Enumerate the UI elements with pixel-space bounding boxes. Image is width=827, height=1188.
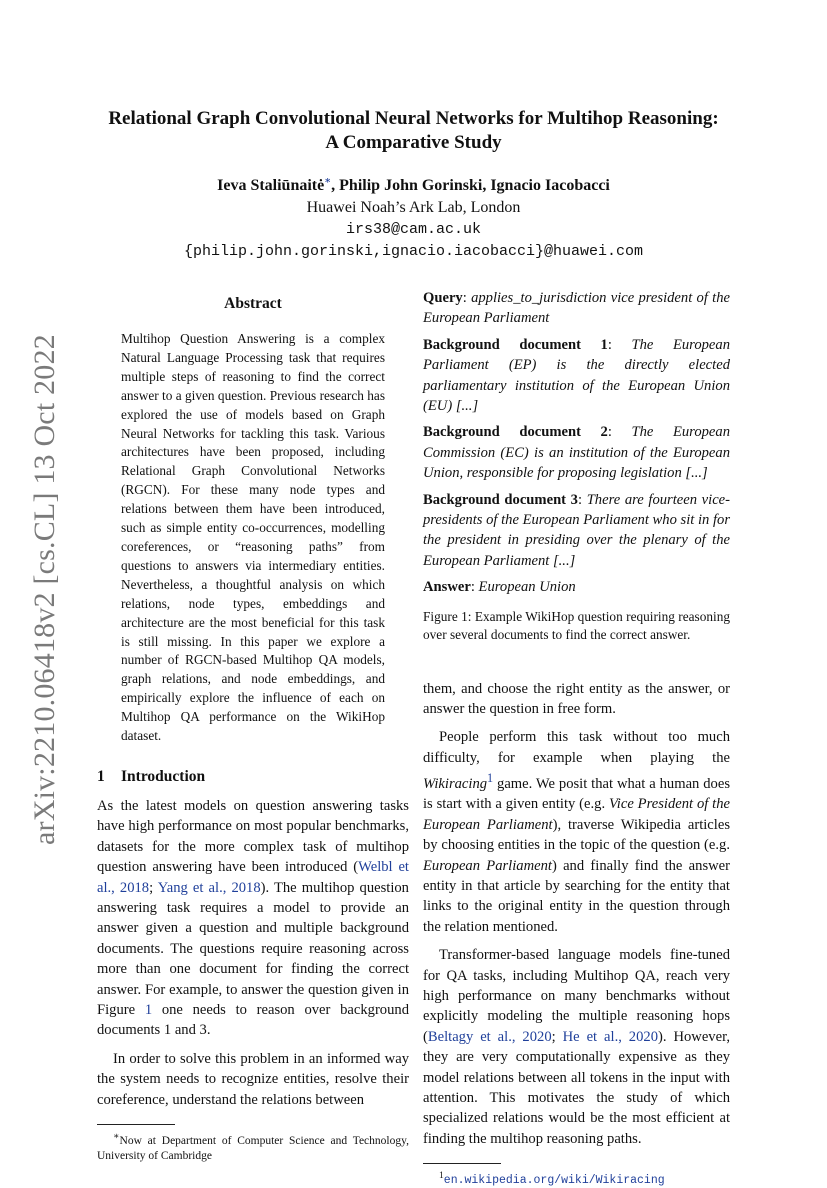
abstract-heading: Abstract <box>97 293 409 315</box>
query-text: applies_to_jurisdiction vice president of the European Parliament <box>423 290 730 326</box>
intro-p1-text-b: ). The multihop question answering task requires a model to provide an answer given a question and multiple background documents. The questions require reasoning across more than one document for finding the correct answer. For example, to answer the question given in Figure <box>97 880 409 1018</box>
abstract-text: Multihop Question Answering is a complex Natural Language Processing task that requires multiple steps of reasoning to find the correct answer to a given question. Previous research has explored the use of models based on Graph Neural Networks for tackling this task. Various architectures have been proposed, including Relational Graph Convolutional Networks (RGCN). For these many node types and relations between them have been introduced, such as simple entity co-occurrences, modelling coreferences, or “reasoning paths” from questions to answers via intermediary entities. Nevertheless, a thoughtful analysis on which relations, node types, embeddings and architecture are the most beneficial for this task is still missing. In this paper we explore a number of RGCN-based Multihop QA models, graph relations, and node embeddings, and empirically explore the influence of each on Multihop QA performance on the WikiHop dataset. <box>121 330 385 746</box>
intro-p5-text-b: ). However, they are very computationally expensive as they model relations between all tokens in the input with attention. This motivates the study of which specialized relations would be the most efficient at finding the multihop reasoning paths. <box>423 1029 730 1147</box>
doc-2-text: The European Commission (EC) is an institution of the European Union, responsible for proposing legislation [...] <box>423 424 730 481</box>
author-block <box>100 175 727 263</box>
doc-2-label: Background document 2 <box>423 424 608 440</box>
footnote-1 <box>423 1168 730 1188</box>
citation-separator: ; <box>149 880 158 896</box>
intro-paragraph-5 <box>423 945 730 1149</box>
intro-paragraph-1 <box>97 796 409 1041</box>
intro-p4-text-c: ), traverse Wikipedia articles by choosing entities in the topic of the question (e.g. <box>423 817 730 853</box>
citation-separator-2: ; <box>552 1029 563 1045</box>
intro-p4-text-b: game. We posit that what a human does is start with a given entity (e.g. <box>423 776 730 812</box>
vp-term: Vice President of the European Parliament <box>423 796 730 832</box>
footnote-1-number: 1 <box>439 1170 444 1181</box>
answer-text: European Union <box>479 579 576 595</box>
author-list <box>100 175 727 197</box>
ep-term: European Parliament <box>423 858 552 874</box>
figure-doc-3: Background document 3: There are fourteen vice-presidents of the European Parliament who sit in for the president in presiding over the plenary of the European Parliament [...] <box>423 490 730 572</box>
intro-paragraph-3: them, and choose the right entity as the answer, or answer the question in free form. <box>423 679 730 720</box>
section-heading-introduction <box>97 766 409 788</box>
citation-beltagy[interactable]: Beltagy et al., 2020 <box>428 1029 552 1045</box>
citation-welbl[interactable]: Welbl et al., 2018 <box>97 859 409 895</box>
wikiracing-term: Wikiracing <box>423 776 487 792</box>
right-column <box>423 288 730 1188</box>
intro-paragraph-2: In order to solve this problem in an informed way the system needs to recognize entities, resolve their coreference, understand the relations between <box>97 1049 409 1110</box>
paper-title: Relational Graph Convolutional Neural Networks for Multihop Reasoning: A Comparative Study <box>100 107 727 155</box>
footnote-1-marker[interactable]: 1 <box>487 771 493 785</box>
footnote-affiliation <box>97 1129 409 1165</box>
author-footnote-marker[interactable]: ∗ <box>324 176 331 187</box>
doc-1-text: The European Parliament (EP) is the directly elected parliamentary institution of the European Union (EU) [...] <box>423 337 730 414</box>
author-first: Ieva Staliūnaitė <box>217 177 324 194</box>
figure-query: Query: applies_to_jurisdiction vice president of the European Parliament <box>423 288 730 329</box>
author-rest: , Philip John Gorinski, Ignacio Iacobacci <box>331 177 610 194</box>
left-column <box>97 293 409 1165</box>
wikiracing-url-link[interactable]: en.wikipedia.org/wiki/Wikiracing <box>444 1174 665 1187</box>
answer-label: Answer <box>423 579 471 595</box>
figure-doc-2: Background document 2: The European Commission (EC) is an institution of the European Union, responsible for proposing legislation [...] <box>423 422 730 483</box>
intro-p4-text-d: ) and finally find the answer entity in that article by searching for the entity that links to the original entity in the question through the relation mentioned. <box>423 858 730 935</box>
figure-1 <box>423 288 730 645</box>
citation-he[interactable]: He et al., 2020 <box>563 1029 658 1045</box>
intro-paragraph-4 <box>423 727 730 937</box>
doc-3-label: Background document 3 <box>423 492 578 508</box>
figure-ref-link[interactable]: 1 <box>145 1002 152 1018</box>
intro-p4-text-a: People perform this task without too much difficulty, for example when playing the <box>423 729 730 765</box>
right-body <box>423 679 730 1188</box>
doc-3-text: There are fourteen vice-presidents of the European Parliament who sit in for the president in presiding over the plenary of the European Parliament [...] <box>423 492 730 569</box>
citation-yang[interactable]: Yang et al., 2018 <box>158 880 261 896</box>
figure-caption: Figure 1: Example WikiHop question requiring reasoning over several documents to find the correct answer. <box>423 608 730 645</box>
footnote-divider <box>97 1124 175 1125</box>
email-primary: irs38@cam.ac.uk <box>100 219 727 241</box>
doc-1-label: Background document 1 <box>423 337 608 353</box>
affiliation: Huawei Noah’s Ark Lab, London <box>100 197 727 219</box>
figure-doc-1: Background document 1: The European Parliament (EP) is the directly elected parliamentary institution of the European Union (EU) [...] <box>423 335 730 417</box>
section-number: 1 <box>97 766 121 788</box>
footnote-divider-right <box>423 1163 501 1164</box>
intro-p1-text-a: As the latest models on question answering tasks have high performance on most popular benchmarks, datasets for the more complex task of multihop question answering have been introduced ( <box>97 798 409 875</box>
intro-p5-text-a: Transformer-based language models fine-tuned for QA tasks, including Multihop QA, reach very high performance on many benchmarks without explicitly modeling the multiple reasoning hops ( <box>423 947 730 1045</box>
email-secondary: {philip.john.gorinski,ignacio.iacobacci}@huawei.com <box>100 241 727 263</box>
intro-p1-text-c: one needs to reason over background documents 1 and 3. <box>97 1002 409 1038</box>
footnote-star-text: Now at Department of Computer Science and Technology, University of Cambridge <box>97 1135 409 1163</box>
section-title: Introduction <box>121 768 205 785</box>
query-label: Query <box>423 290 463 306</box>
footnote-star-marker: ∗ <box>113 1131 120 1142</box>
arxiv-identifier: arXiv:2210.06418v2 [cs.CL] 13 Oct 2022 <box>28 365 62 845</box>
figure-answer: Answer: European Union <box>423 577 730 597</box>
